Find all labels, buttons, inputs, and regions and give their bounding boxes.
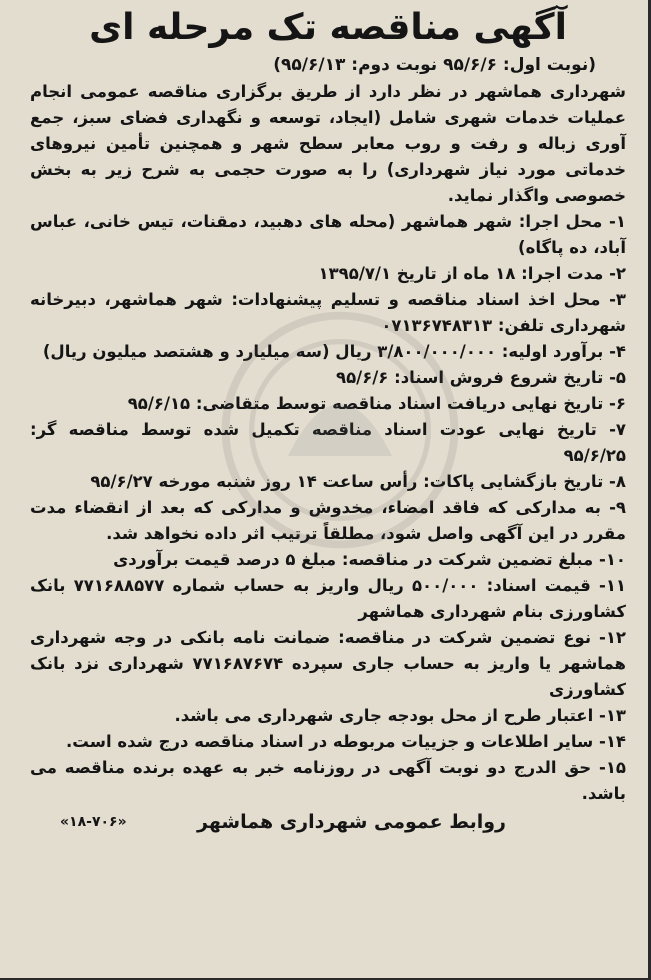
notice-intro: شهرداری هماشهر در نظر دارد از طریق برگزاری مناقصه عمومی انجام عملیات خدمات شهری شامل (ایجاد، توسعه و نگهداری فضای سبز، جمع آوری زباله و رفت و روب معابر سطح شهر و همچنین تأمین نیروهای خدماتی مورد نیاز شهرداری) را به صورت حجمی به شرح زیر به بخش خصوصی واگذار نماید. xyxy=(30,82,626,205)
item-location: ۱- محل اجرا: شهر هماشهر (محله های دهبید، دمقنات، تیس خانی، عباس آباد، ده پاگاه) xyxy=(30,212,626,257)
item-receipt-deadline: ۶- تاریخ نهایی دریافت اسناد مناقصه توسط متقاضی: ۹۵/۶/۱۵ xyxy=(127,394,626,413)
notice-rounds: (نوبت اول: ۹۵/۶/۶ نوبت دوم: ۹۵/۶/۱۳) xyxy=(273,55,596,75)
item-return-deadline: ۷- تاریخ نهایی عودت اسناد مناقصه تکمیل شده توسط مناقصه گر: ۹۵/۶/۲۵ xyxy=(30,420,626,465)
item-other-info: ۱۴- سایر اطلاعات و جزییات مربوطه در اسناد مناقصه درج شده است. xyxy=(66,732,626,751)
notice-title: آگهی مناقصه تک مرحله ای xyxy=(89,7,567,48)
signature: روابط عمومی شهرداری هماشهر xyxy=(197,811,506,833)
item-sale-start: ۵- تاریخ شروع فروش اسناد: ۹۵/۶/۶ xyxy=(336,368,626,387)
item-funding: ۱۳- اعتبار طرح از محل بودجه جاری شهرداری می باشد. xyxy=(174,706,626,725)
item-estimate: ۴- برآورد اولیه: ۳/۸۰۰/۰۰۰/۰۰۰ ریال (سه میلیارد و هشتصد میلیون ریال) xyxy=(42,342,626,361)
item-document-price: ۱۱- قیمت اسناد: ۵۰۰/۰۰۰ ریال واریز به حساب شماره ۷۷۱۶۸۸۵۷۷ بانک کشاورزی بنام شهرداری هماشهر xyxy=(30,576,626,621)
item-opening-date: ۸- تاریخ بازگشایی پاکات: رأس ساعت ۱۴ روز شنبه مورخه ۹۵/۶/۲۷ xyxy=(90,472,626,491)
notice-footer xyxy=(30,811,626,833)
item-invalid-documents: ۹- به مدارکی که فاقد امضاء، مخدوش و مدارکی که بعد از انقضاء مدت مقرر در این آگهی واصل شود، مطلقاً ترتیب اثر داده نخواهد شد. xyxy=(30,498,626,543)
item-guarantee-type: ۱۲- نوع تضمین شرکت در مناقصه: ضمانت نامه بانکی در وجه شهرداری هماشهر یا واریز به حساب جاری سپرده ۷۷۱۶۸۷۶۷۴ شهرداری نزد بانک کشاورزی xyxy=(30,628,626,699)
ad-code: «۱۸-۷۰۶» xyxy=(60,814,127,830)
item-duration: ۲- مدت اجرا: ۱۸ ماه از تاریخ ۱۳۹۵/۷/۱ xyxy=(318,264,626,283)
item-guarantee-amount: ۱۰- مبلغ تضمین شرکت در مناقصه: مبلغ ۵ درصد قیمت برآوردی xyxy=(113,550,626,569)
item-document-place: ۳- محل اخذ اسناد مناقصه و تسلیم پیشنهادات: شهر هماشهر، دبیرخانه شهرداری تلفن: ۰۷۱۳۶۷۴۸۳۱۳ xyxy=(30,290,626,335)
item-ad-cost: ۱۵- حق الدرج دو نوبت آگهی در روزنامه خبر به عهده برنده مناقصه می باشد. xyxy=(30,758,626,803)
